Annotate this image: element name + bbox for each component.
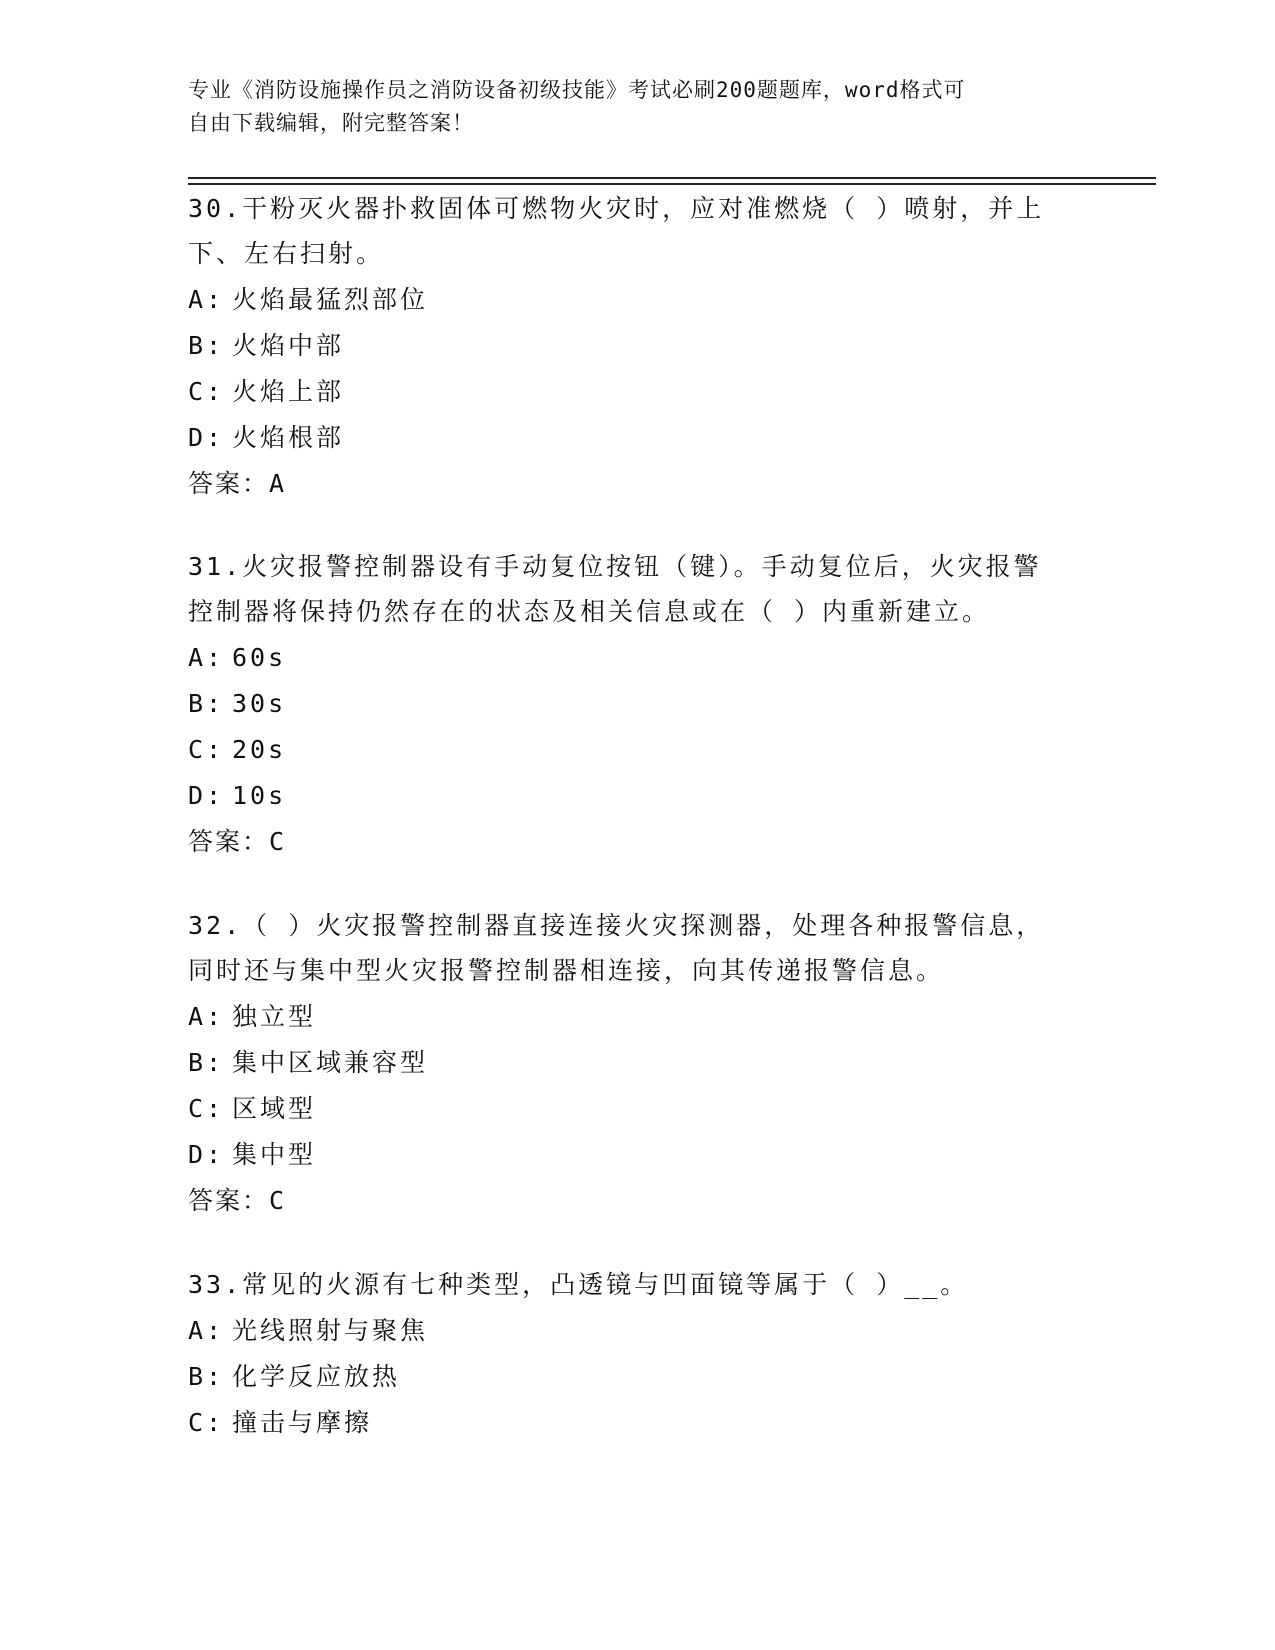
option-text: 火焰最猛烈部位 <box>232 285 429 314</box>
option-text: 集中型 <box>232 1140 317 1169</box>
question-stem <box>188 544 1088 634</box>
option-letter: C: <box>188 1408 225 1437</box>
option-letter: C: <box>188 735 225 764</box>
option-text: 化学反应放热 <box>232 1362 401 1391</box>
option-letter: D: <box>188 781 225 810</box>
header-line-2: 自由下载编辑，附完整答案！ <box>188 111 474 135</box>
option-letter: B: <box>188 1048 225 1077</box>
option-c <box>188 369 1088 415</box>
question-stem-line: 下、左右扫射。 <box>188 239 385 268</box>
question-stem-line: 31.火灾报警控制器设有手动复位按钮（键）。手动复位后，火灾报警 <box>188 552 1042 581</box>
question-stem-line: 33.常见的火源有七种类型，凸透镜与凹面镜等属于（ ）__。 <box>188 1270 969 1299</box>
option-letter: B: <box>188 1362 225 1391</box>
option-text: 火焰上部 <box>232 377 345 406</box>
option-letter: A: <box>188 1316 225 1345</box>
document-header <box>188 74 1068 140</box>
option-text: 区域型 <box>232 1094 317 1123</box>
option-letter: B: <box>188 689 225 718</box>
option-a <box>188 635 1088 681</box>
option-text: 10s <box>232 781 287 810</box>
option-b <box>188 681 1088 727</box>
option-text: 光线照射与聚焦 <box>232 1316 429 1345</box>
question-stem <box>188 1262 1088 1307</box>
option-c <box>188 1086 1088 1132</box>
option-letter: D: <box>188 1140 225 1169</box>
option-d <box>188 415 1088 461</box>
option-c <box>188 1400 1088 1446</box>
option-letter: A: <box>188 643 225 672</box>
option-letter: C: <box>188 1094 225 1123</box>
answer-line: 答案：C <box>188 1186 287 1215</box>
question-stem-line: 32.（ ）火灾报警控制器直接连接火灾探测器，处理各种报警信息， <box>188 911 1045 940</box>
question-stem <box>188 903 1088 993</box>
question-stem-line: 同时还与集中型火灾报警控制器相连接，向其传递报警信息。 <box>188 956 945 985</box>
header-divider-bottom <box>188 183 1156 185</box>
option-c <box>188 727 1088 773</box>
option-text: 撞击与摩擦 <box>232 1408 373 1437</box>
question-33 <box>188 1262 1088 1446</box>
option-text: 独立型 <box>232 1002 317 1031</box>
option-b <box>188 1040 1088 1086</box>
option-text: 60s <box>232 643 287 672</box>
answer-line: 答案：C <box>188 827 287 856</box>
option-b <box>188 1354 1088 1400</box>
option-text: 20s <box>232 735 287 764</box>
question-stem-line: 控制器将保持仍然存在的状态及相关信息或在（ ）内重新建立。 <box>188 597 991 626</box>
question-32 <box>188 903 1088 1224</box>
option-a <box>188 1308 1088 1354</box>
option-a <box>188 994 1088 1040</box>
option-d <box>188 773 1088 819</box>
answer-line: 答案：A <box>188 469 287 498</box>
option-text: 火焰中部 <box>232 331 345 360</box>
question-stem-line: 30.干粉灭火器扑救固体可燃物火灾时，应对准燃烧（ ）喷射，并上 <box>188 194 1045 223</box>
option-text: 火焰根部 <box>232 423 345 452</box>
question-stem <box>188 186 1088 276</box>
question-30 <box>188 186 1088 507</box>
option-text: 30s <box>232 689 287 718</box>
option-letter: A: <box>188 285 225 314</box>
option-letter: C: <box>188 377 225 406</box>
option-b <box>188 323 1088 369</box>
option-letter: A: <box>188 1002 225 1031</box>
question-31 <box>188 544 1088 865</box>
header-line-1: 专业《消防设施操作员之消防设备初级技能》考试必刷200题题库，word格式可 <box>188 78 966 102</box>
option-letter: D: <box>188 423 225 452</box>
header-divider-top <box>188 177 1156 179</box>
option-text: 集中区域兼容型 <box>232 1048 429 1077</box>
option-d <box>188 1132 1088 1178</box>
option-a <box>188 277 1088 323</box>
option-letter: B: <box>188 331 225 360</box>
